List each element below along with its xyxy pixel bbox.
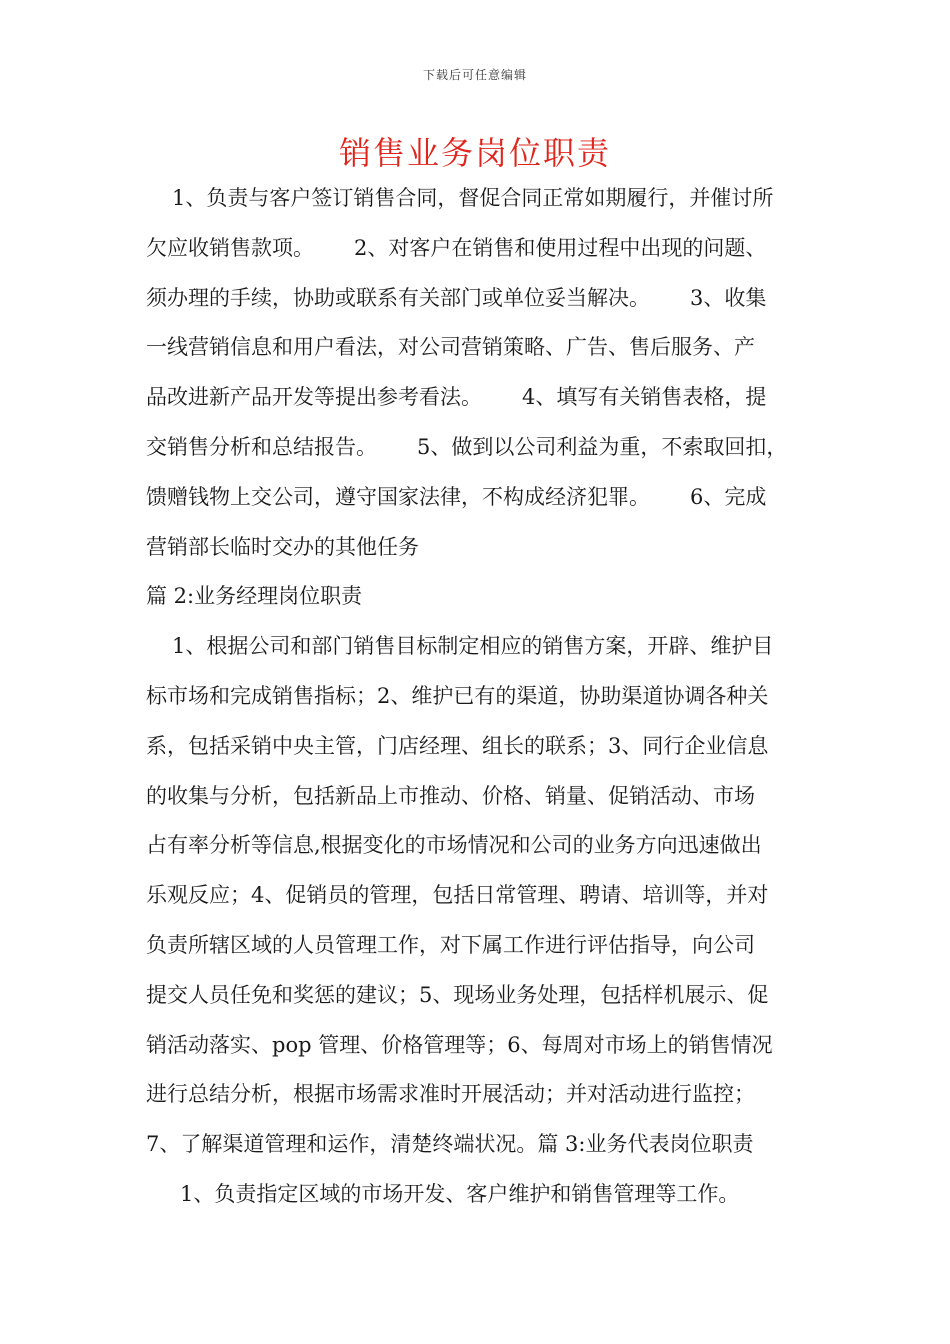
body-line: 乐观反应；4、促销员的管理，包括日常管理、聘请、培训等，并对	[146, 883, 769, 908]
body-line: 提交人员任免和奖惩的建议；5、现场业务处理，包括样机展示、促	[146, 982, 769, 1007]
body-line: 占有率分析等信息,根据变化的市场情况和公司的业务方向迅速做出	[146, 833, 762, 858]
body-line: 1、负责与客户签订销售合同，督促合同正常如期履行，并催讨所	[172, 186, 774, 210]
body-line: 须办理的手续，协助或联系有关部门或单位妥当解决。 3、收集	[146, 285, 767, 310]
body-line: 的收集与分析，包括新品上市推动、价格、销量、促销活动、市场	[146, 783, 755, 808]
body-line: 品改进新产品开发等提出参考看法。 4、填写有关销售表格，提	[146, 385, 767, 410]
body-line: 销活动落实、pop 管理、价格管理等；6、每周对市场上的销售情况	[146, 1032, 773, 1057]
body-line: 一线营销信息和用户看法，对公司营销策略、广告、售后服务、产	[146, 335, 755, 360]
body-line: 负责所辖区域的人员管理工作，对下属工作进行评估指导，向公司	[146, 932, 755, 957]
body-line: 系，包括采销中央主管，门店经理、组长的联系；3、同行企业信息	[146, 733, 769, 758]
document-title: 销售业务岗位职责	[338, 134, 611, 172]
body-line: 1、根据公司和部门销售目标制定相应的销售方案，开辟、维护目	[172, 634, 774, 659]
page-header-note: 下载后可任意编辑	[422, 68, 527, 82]
body-line: 欠应收销售款项。 2、对客户在销售和使用过程中出现的问题、	[146, 235, 767, 260]
body-line: 营销部长临时交办的其他任务	[146, 534, 419, 559]
body-line: 1、负责指定区域的市场开发、客户维护和销售管理等工作。	[180, 1181, 740, 1206]
document-body	[146, 174, 822, 1220]
body-line: 交销售分析和总结报告。 5、做到以公司利益为重，不索取回扣，	[146, 434, 788, 459]
body-line: 标市场和完成销售指标；2、维护已有的渠道，协助渠道协调各种关	[146, 683, 769, 708]
body-line: 馈赠钱物上交公司，遵守国家法律，不构成经济犯罪。 6、完成	[146, 484, 767, 509]
body-line: 进行总结分析，根据市场需求准时开展活动；并对活动进行监控；	[146, 1082, 755, 1107]
body-line: 7、了解渠道管理和运作，清楚终端状况。篇 3:业务代表岗位职责	[146, 1132, 754, 1157]
section-heading: 篇 2:业务经理岗位职责	[146, 584, 363, 609]
